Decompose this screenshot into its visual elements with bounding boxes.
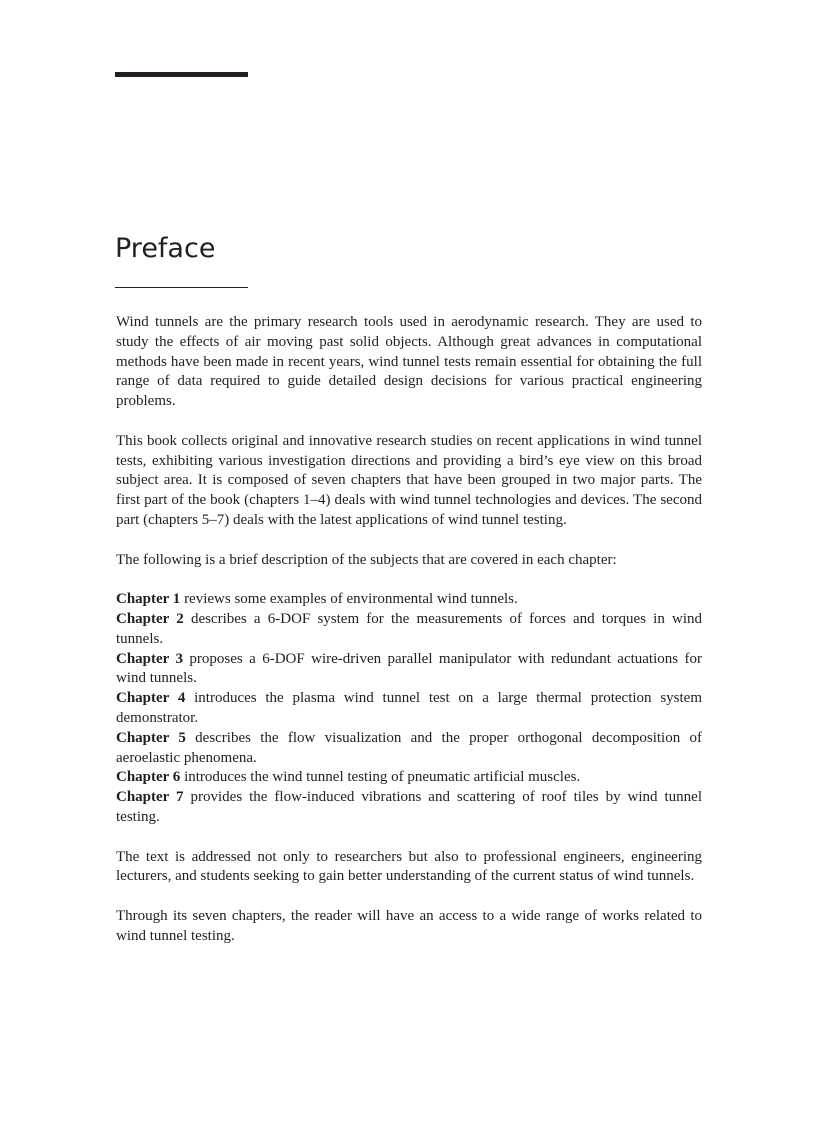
- chapter-label: Chapter 2: [116, 610, 184, 627]
- chapter-label: Chapter 7: [116, 789, 184, 806]
- chapter-description: reviews some examples of environmental wind tunnels.: [184, 591, 518, 608]
- chapter-label: Chapter 6: [116, 769, 181, 786]
- chapter-label: Chapter 4: [116, 690, 186, 707]
- chapter-item-2: [116, 610, 702, 650]
- title-underline-rule: [115, 287, 248, 288]
- closing-paragraph: Through its seven chapters, the reader will have an access to a wide range of works related to wind tunnel testing.: [116, 907, 702, 944]
- chapter-label: Chapter 5: [116, 729, 186, 746]
- page-title: Preface: [115, 233, 216, 264]
- chapter-description: introduces the wind tunnel testing of pneumatic artificial muscles.: [184, 769, 581, 786]
- chapter-description: provides the flow-induced vibrations and scattering of roof tiles by wind tunnel testing.: [116, 789, 703, 825]
- chapter-item-1: [116, 590, 702, 610]
- chapter-description: introduces the plasma wind tunnel test on a large thermal protection system demonstrator.: [116, 690, 702, 726]
- audience-paragraph: The text is addressed not only to researchers but also to professional engineers, engineering lecturers, and students seeking to gain better understanding of the current status of wind tunnels.: [116, 848, 702, 885]
- chapter-label: Chapter 1: [116, 591, 181, 608]
- intro-paragraph: Wind tunnels are the primary research tools used in aerodynamic research. They are used to study the effects of air moving past solid objects. Although great advances in computational methods have been made in recent years, wind tunnel tests remain essential for obtaining the full range of data required to guide detailed design decisions for various practical engineering problems.: [116, 314, 702, 410]
- chapter-item-7: [116, 788, 702, 828]
- chapter-item-5: [116, 729, 702, 769]
- collection-paragraph: This book collects original and innovative research studies on recent applications in wind tunnel tests, exhibiting various investigation directions and providing a bird’s eye view on this broad subject area. It is composed of seven chapters that have been grouped in two major parts. The first part of the book (chapters 1–4) deals with wind tunnel technologies and devices. The second part (chapters 5–7) deals with the latest applications of wind tunnel testing.: [116, 432, 702, 528]
- chapter-label: Chapter 3: [116, 650, 183, 667]
- chapters-intro-paragraph: The following is a brief description of the subjects that are covered in each chapter:: [116, 551, 617, 568]
- chapter-item-6: [116, 768, 702, 788]
- preface-body: [116, 313, 702, 966]
- chapter-description: describes the flow visualization and the proper orthogonal decomposition of aeroelastic phenomena.: [116, 729, 703, 766]
- chapter-item-3: [116, 650, 702, 690]
- chapter-description: proposes a 6-DOF wire-driven parallel manipulator with redundant actuations for wind tunnels.: [116, 650, 703, 687]
- chapter-description: describes a 6-DOF system for the measurements of forces and torques in wind tunnels.: [116, 610, 702, 647]
- top-decorative-rule: [115, 72, 248, 77]
- chapter-list: [116, 590, 702, 828]
- chapter-item-4: [116, 689, 702, 729]
